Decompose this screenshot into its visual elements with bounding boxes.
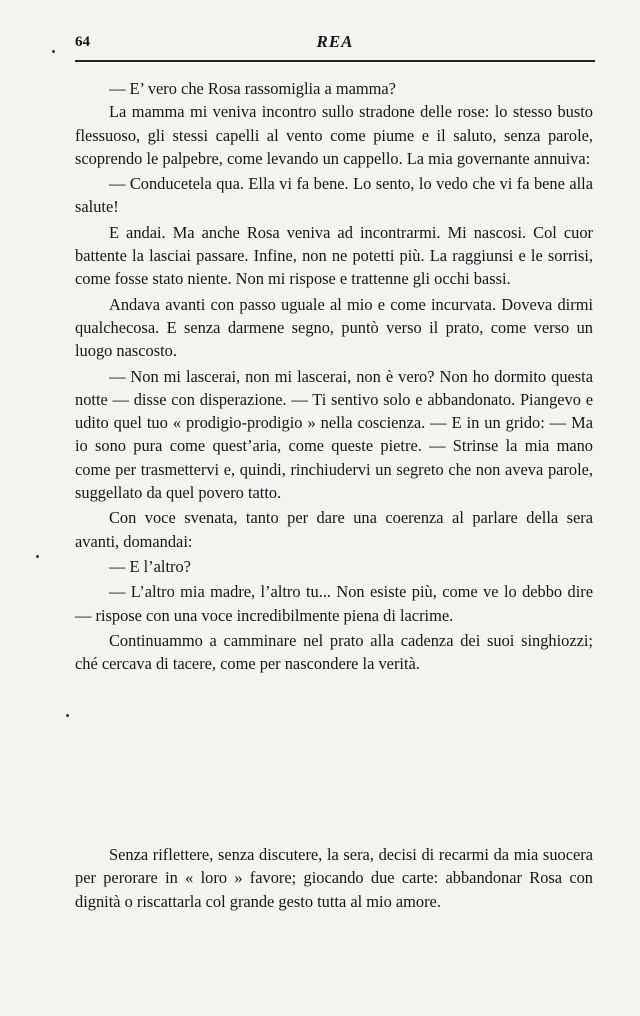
print-speck [52, 50, 55, 53]
print-speck [66, 714, 69, 717]
paragraph: La mamma mi veniva incontro sullo stradone delle rose: lo stesso busto flessuoso, gli stessi capelli al vento come piume e il saluto, senza parole, scoprendo le palpebre, come levando un cappello. La mia governante annuiva: [75, 102, 593, 168]
paragraph: — L’altro mia madre, l’altro tu... Non esiste più, come ve lo debbo dire — rispose con una voce incredibilmente piena di lacrime. [75, 582, 593, 625]
paragraph: — E’ vero che Rosa rassomiglia a mamma? [109, 79, 396, 98]
paragraph: E andai. Ma anche Rosa veniva ad incontrarmi. Mi nascosi. Col cuor battente la lasciai passare. Infine, non ne potetti più. La raggiunsi e le sorrisi, come fosse stato niente. Non mi rispose e trattenne gli occhi bassi. [75, 222, 593, 289]
paragraph: Con voce svenata, tanto per dare una coerenza al parlare della sera avanti, domandai: [75, 508, 593, 551]
running-head: REA [316, 32, 354, 51]
main-text [75, 77, 593, 675]
page-header [75, 28, 595, 58]
paragraph: Andava avanti con passo uguale al mio e come incurvata. Doveva dirmi qualchecosa. E senza darmene segno, puntò verso il prato, come verso un luogo nascosto. [75, 294, 593, 361]
paragraph: Senza riflettere, senza discutere, la sera, decisi di recarmi da mia suocera per perorare in « loro » favore; giocando due carte: abbandonar Rosa con dignità o riscattarla col grande gesto tutta al mio amore. [75, 845, 593, 911]
page-number: 64 [75, 34, 90, 50]
paragraph: — Conducetela qua. Ella vi fa bene. Lo sento, lo vedo che vi fa bene alla salute! [75, 174, 593, 217]
paragraph: — E l’altro? [109, 556, 191, 576]
paragraph: Continuammo a camminare nel prato alla cadenza dei suoi singhiozzi; ché cercava di tacere, come per nascondere la verità. [75, 630, 593, 674]
print-speck [36, 555, 39, 558]
section-two-text [75, 843, 593, 913]
paragraph: — Non mi lascerai, non mi lascerai, non è vero? Non ho dormito questa notte — disse con disperazione. — Ti sentivo solo e abbandonato. Piangevo e udito quel tuo « prodigio-prodigio » nella coscienza. — E in un grido: — Ma io sono pura come quest’aria, come queste pietre. — Strinse la mia mano come per trasmettervi e, quindi, rinchiudervi un segreto che non aveva parole, suggellato da quel povero tatto. [75, 366, 593, 503]
header-rule [75, 60, 595, 62]
